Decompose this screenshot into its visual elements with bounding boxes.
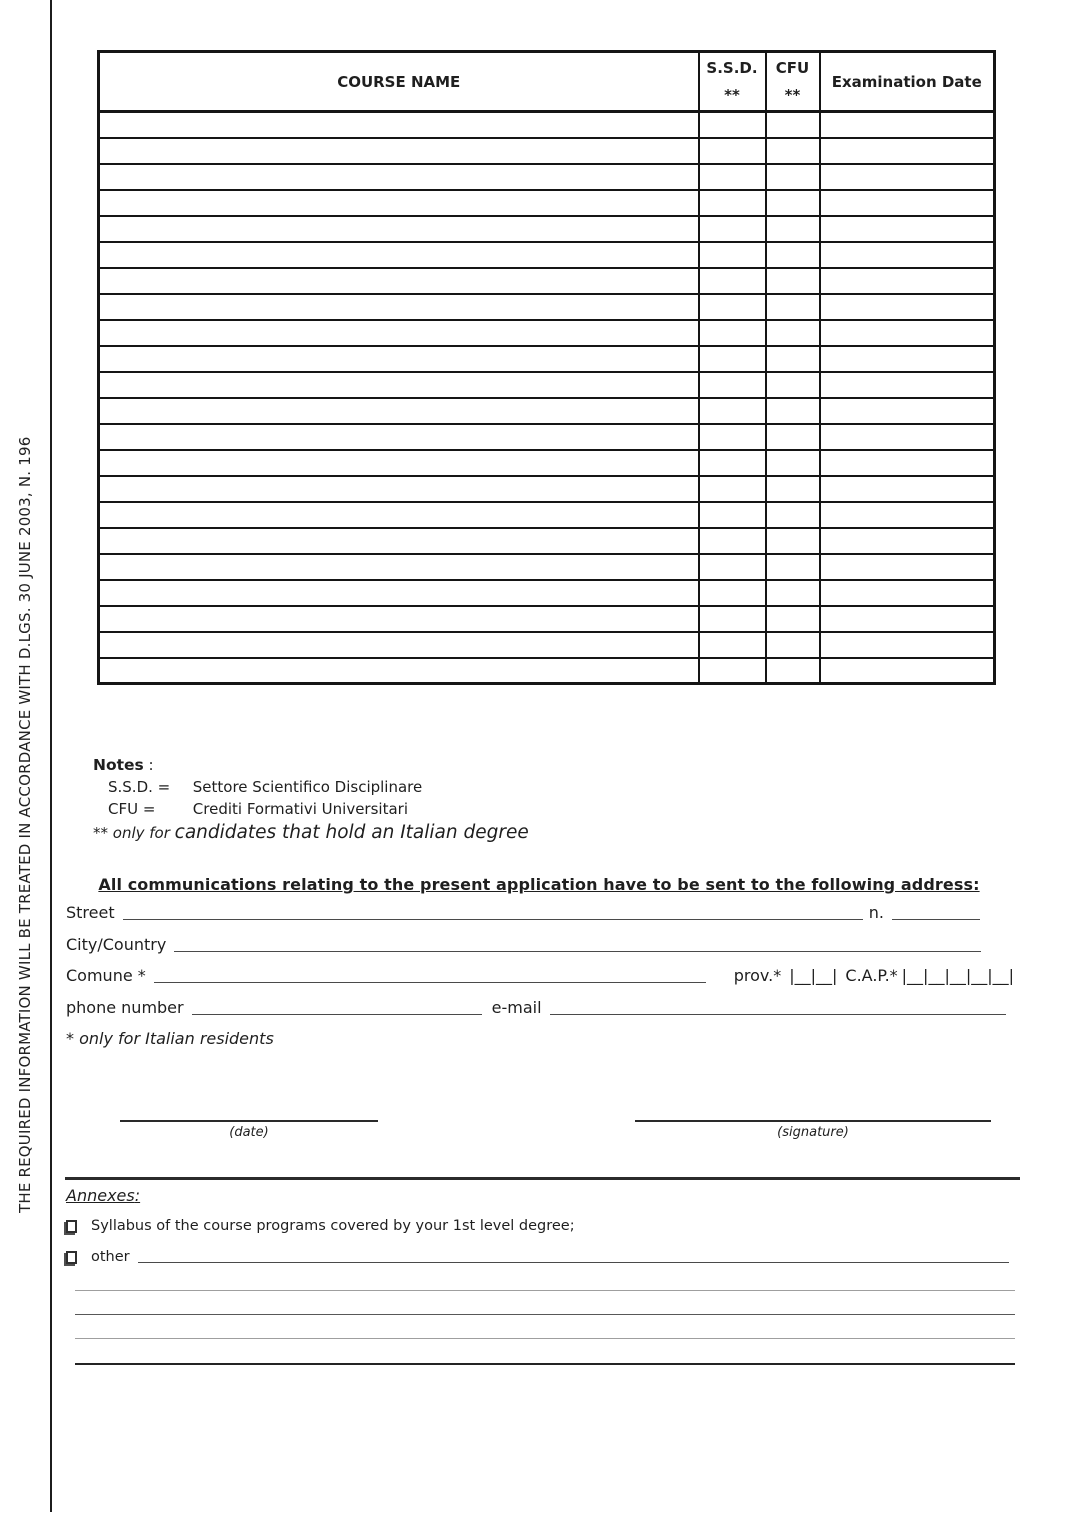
ssd-cell	[699, 268, 766, 294]
course-name-cell	[99, 112, 699, 138]
exam-date-cell	[820, 216, 995, 242]
table-row	[99, 346, 995, 372]
syllabus-checkbox-icon	[66, 1220, 77, 1233]
exam-date-cell	[820, 320, 995, 346]
other-write-line	[138, 1262, 1009, 1263]
course-name-cell	[99, 320, 699, 346]
note-ssd	[108, 778, 529, 796]
annexes-heading: Annexes:	[66, 1186, 141, 1205]
blank-write-line	[75, 1363, 1015, 1365]
cfu-cell	[766, 554, 820, 580]
ssd-cell	[699, 450, 766, 476]
exam-date-cell	[820, 528, 995, 554]
table-body	[99, 112, 995, 684]
table-row	[99, 268, 995, 294]
exam-date-cell	[820, 502, 995, 528]
course-name-cell	[99, 658, 699, 684]
exam-date-cell	[820, 632, 995, 658]
table-row	[99, 632, 995, 658]
exam-date-cell	[820, 190, 995, 216]
annex-syllabus-label: Syllabus of the course programs covered by your 1st level degree;	[91, 1218, 575, 1234]
cfu-cell	[766, 424, 820, 450]
ssd-cell	[699, 502, 766, 528]
exam-date-cell	[820, 268, 995, 294]
table-row	[99, 502, 995, 528]
cfu-cell	[766, 398, 820, 424]
exam-date-cell	[820, 476, 995, 502]
table-row	[99, 112, 995, 138]
ssd-cell	[699, 242, 766, 268]
blank-write-line	[75, 1290, 1015, 1291]
course-name-cell	[99, 424, 699, 450]
course-name-cell	[99, 606, 699, 632]
cfu-cell	[766, 268, 820, 294]
address-heading: All communications relating to the present application have to be sent to the following address:	[98, 875, 980, 894]
cfu-header	[766, 52, 820, 112]
cfu-header-note: **	[784, 86, 801, 104]
cap-label: C.A.P.*	[845, 966, 898, 985]
date-write-line	[120, 1120, 378, 1122]
ssd-cell	[699, 606, 766, 632]
ssd-cell	[699, 658, 766, 684]
cap-boxes: |__|__|__|__|__|	[901, 966, 1014, 985]
table-row	[99, 554, 995, 580]
cfu-cell	[766, 372, 820, 398]
exam-date-cell	[820, 554, 995, 580]
cfu-cell	[766, 606, 820, 632]
note-cfu-term: CFU =	[108, 800, 156, 818]
ssd-header-label: S.S.D.	[706, 59, 758, 77]
ssd-cell	[699, 580, 766, 606]
ssd-cell	[699, 164, 766, 190]
ssd-cell	[699, 424, 766, 450]
course-name-cell	[99, 268, 699, 294]
note-cfu-definition: Crediti Formativi Universitari	[192, 800, 408, 818]
phone-email-row	[66, 998, 1012, 1017]
course-name-header: COURSE NAME	[99, 52, 699, 112]
comune-write-line	[154, 982, 706, 983]
table-row	[99, 190, 995, 216]
annexes-divider	[65, 1177, 1020, 1180]
table-header-row	[99, 52, 995, 112]
street-label: Street	[66, 903, 115, 922]
comune-label: Comune *	[66, 966, 146, 985]
email-write-line	[550, 1014, 1006, 1015]
cfu-cell	[766, 476, 820, 502]
cfu-cell	[766, 580, 820, 606]
ssd-cell	[699, 632, 766, 658]
ssd-cell	[699, 112, 766, 138]
cfu-cell	[766, 632, 820, 658]
cfu-cell	[766, 216, 820, 242]
course-name-cell	[99, 242, 699, 268]
cfu-cell	[766, 450, 820, 476]
exam-date-cell	[820, 580, 995, 606]
exam-date-cell	[820, 398, 995, 424]
ssd-cell	[699, 216, 766, 242]
table-row	[99, 580, 995, 606]
ssd-header	[699, 52, 766, 112]
prov-boxes: |__|__|	[789, 966, 838, 985]
table-row	[99, 424, 995, 450]
cfu-cell	[766, 112, 820, 138]
course-name-cell	[99, 346, 699, 372]
note-ssd-definition: Settore Scientifico Disciplinare	[192, 778, 423, 796]
cfu-cell	[766, 502, 820, 528]
table-row	[99, 242, 995, 268]
cfu-cell	[766, 138, 820, 164]
table-row	[99, 372, 995, 398]
exam-date-cell	[820, 606, 995, 632]
street-number-label: n.	[868, 903, 884, 922]
phone-write-line	[192, 1014, 482, 1015]
note-cfu	[108, 800, 529, 818]
other-checkbox-icon	[66, 1251, 77, 1264]
notes-section	[93, 756, 529, 843]
ssd-cell	[699, 346, 766, 372]
street-number-write-line	[892, 919, 980, 920]
table-row	[99, 320, 995, 346]
course-name-cell	[99, 476, 699, 502]
notes-title: Notes :	[93, 756, 154, 774]
ssd-cell	[699, 528, 766, 554]
course-name-cell	[99, 632, 699, 658]
cfu-cell	[766, 346, 820, 372]
course-name-cell	[99, 190, 699, 216]
course-name-cell	[99, 502, 699, 528]
table-row	[99, 164, 995, 190]
cfu-cell	[766, 190, 820, 216]
note-ssd-term: S.S.D. =	[108, 778, 171, 796]
table-row	[99, 528, 995, 554]
blank-write-line	[75, 1338, 1015, 1339]
prov-label: prov.*	[733, 966, 782, 985]
course-name-cell	[99, 450, 699, 476]
exam-date-cell	[820, 372, 995, 398]
exam-date-cell	[820, 294, 995, 320]
ssd-cell	[699, 138, 766, 164]
annex-other-label: other	[91, 1249, 130, 1265]
residents-footnote: * only for Italian residents	[66, 1029, 274, 1048]
course-name-cell	[99, 528, 699, 554]
table-row	[99, 450, 995, 476]
table-row	[99, 476, 995, 502]
course-name-cell	[99, 580, 699, 606]
exam-date-cell	[820, 112, 995, 138]
cfu-cell	[766, 242, 820, 268]
ssd-cell	[699, 398, 766, 424]
table-row	[99, 216, 995, 242]
left-margin-rule	[50, 0, 52, 1512]
exam-date-cell	[820, 138, 995, 164]
courses-table	[97, 50, 996, 685]
ssd-cell	[699, 372, 766, 398]
cfu-cell	[766, 320, 820, 346]
table-row	[99, 138, 995, 164]
cfu-header-label: CFU	[775, 59, 810, 77]
extra-write-lines	[75, 1290, 1015, 1388]
table-row	[99, 294, 995, 320]
exam-date-header: Examination Date	[820, 52, 995, 112]
ssd-header-note: **	[724, 86, 740, 104]
course-name-cell	[99, 216, 699, 242]
city-country-label: City/Country	[66, 935, 167, 954]
ssd-cell	[699, 476, 766, 502]
double-asterisk-footnote: ** only for candidates that hold an Italian degree	[93, 822, 529, 843]
ssd-cell	[699, 294, 766, 320]
course-name-cell	[99, 294, 699, 320]
ssd-cell	[699, 554, 766, 580]
ssd-cell	[699, 320, 766, 346]
email-label: e-mail	[491, 998, 542, 1017]
table-row	[99, 398, 995, 424]
cfu-cell	[766, 658, 820, 684]
street-write-line	[123, 919, 863, 920]
ssd-cell	[699, 190, 766, 216]
phone-label: phone number	[66, 998, 184, 1017]
comune-row	[66, 966, 1014, 985]
annex-item-syllabus	[66, 1218, 1014, 1234]
date-caption: (date)	[229, 1125, 269, 1140]
exam-date-cell	[820, 242, 995, 268]
course-name-cell	[99, 372, 699, 398]
annex-item-other	[66, 1249, 1015, 1265]
exam-date-cell	[820, 346, 995, 372]
course-name-cell	[99, 554, 699, 580]
signature-write-line	[635, 1120, 991, 1122]
privacy-note-vertical: THE REQUIRED INFORMATION WILL BE TREATED IN ACCORDANCE WITH D.LGS. 30 JUNE 2003, N. 196	[16, 436, 34, 1213]
exam-date-cell	[820, 658, 995, 684]
city-write-line	[174, 951, 981, 952]
course-name-cell	[99, 138, 699, 164]
street-row	[66, 903, 980, 922]
blank-write-line	[75, 1314, 1015, 1315]
city-row	[66, 935, 987, 954]
course-name-cell	[99, 164, 699, 190]
exam-date-cell	[820, 164, 995, 190]
course-name-cell	[99, 398, 699, 424]
table-row	[99, 606, 995, 632]
signature-caption: (signature)	[777, 1125, 849, 1140]
exam-date-cell	[820, 424, 995, 450]
exam-date-cell	[820, 450, 995, 476]
cfu-cell	[766, 164, 820, 190]
table-row	[99, 658, 995, 684]
cfu-cell	[766, 294, 820, 320]
cfu-cell	[766, 528, 820, 554]
